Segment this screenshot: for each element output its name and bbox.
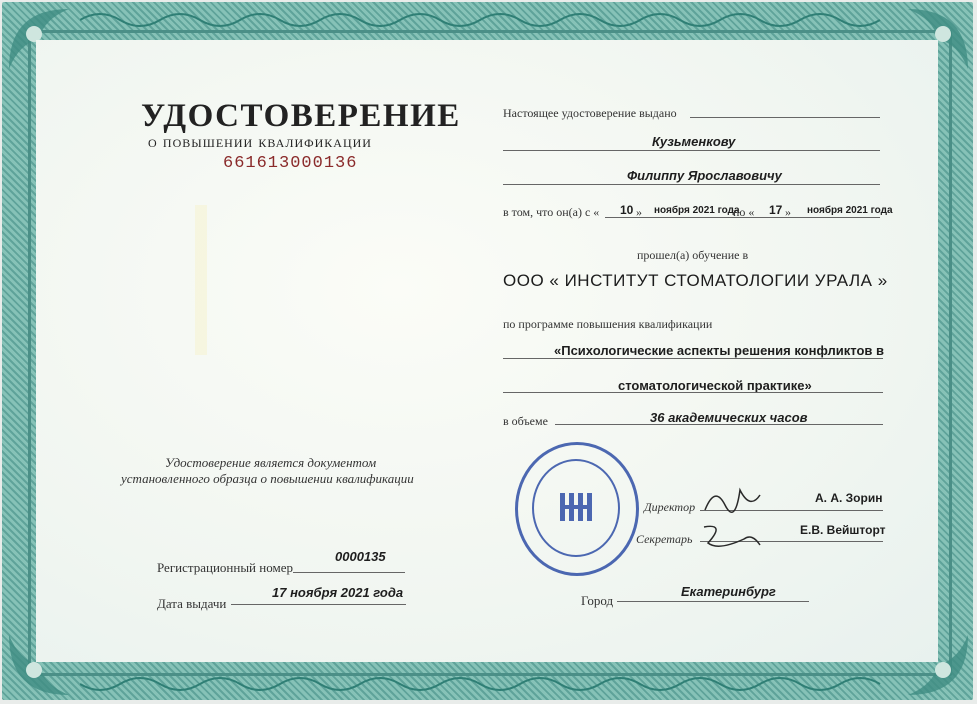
program-title-line-1: «Психологические аспекты решения конфликтов в — [554, 343, 885, 358]
top-ornament-icon — [80, 8, 895, 32]
institution-name: ООО « ИНСТИТУТ СТОМАТОЛОГИИ УРАЛА » — [503, 271, 888, 290]
recipient-name: Филиппу Ярославовичу — [627, 168, 782, 183]
program-line-1 — [503, 358, 883, 359]
trained-label: прошел(а) обучение в — [637, 248, 749, 262]
city-label: Город — [581, 593, 614, 608]
director-signature-icon — [700, 480, 770, 520]
director-name: А. А. Зорин — [815, 491, 883, 505]
certificate-subtitle: о повышении квалификации — [148, 132, 372, 151]
period-prefix: в том, что он(а) с « — [503, 205, 600, 219]
certificate-title: УДОСТОВЕРЕНИЕ — [141, 98, 461, 134]
registration-line — [293, 572, 405, 573]
program-label: по программе повышения квалификации — [503, 317, 713, 331]
period-line — [605, 217, 880, 218]
issue-date-label: Дата выдачи — [157, 596, 227, 611]
secretary-name: Е.В. Вейшторт — [800, 523, 886, 537]
bottom-ornament-icon — [80, 672, 895, 696]
day-from: 10 — [620, 203, 634, 217]
issued-label: Настоящее удостоверение выдано — [503, 106, 677, 120]
registration-value: 0000135 — [335, 549, 386, 564]
secretary-label: Секретарь — [636, 532, 693, 546]
period-to: по « — [733, 205, 755, 219]
issue-date-line — [231, 604, 406, 605]
note-line-1: Удостоверение является документом — [165, 455, 377, 470]
program-line-2 — [503, 392, 883, 393]
city-line — [617, 601, 809, 602]
watermark — [195, 205, 365, 355]
day-to: 17 — [769, 203, 783, 217]
director-label: Директор — [644, 500, 696, 514]
month-to: ноября 2021 года — [807, 205, 893, 216]
secretary-signature-icon — [696, 515, 766, 555]
month-from: ноября 2021 года — [654, 205, 740, 216]
program-title-line-2: стоматологической практике» — [618, 378, 812, 393]
volume-value: 36 академических часов — [650, 410, 808, 425]
quote-close-to: » — [785, 205, 791, 219]
city-value: Екатеринбург — [681, 584, 776, 599]
quote-close-from: » — [636, 205, 642, 219]
registration-label: Регистрационный номер — [157, 560, 293, 575]
issue-date-value: 17 ноября 2021 года — [272, 585, 404, 600]
note-line-2: установленного образца о повышении квалификации — [121, 471, 414, 486]
serial-number: 661613000136 — [223, 154, 358, 173]
surname-line — [503, 150, 880, 151]
volume-line — [555, 424, 883, 425]
stamp-logo-icon — [558, 487, 598, 527]
issued-line — [690, 117, 880, 118]
official-stamp — [515, 442, 639, 576]
volume-label: в объеме — [503, 414, 548, 428]
name-line — [503, 184, 880, 185]
recipient-surname: Кузьменкову — [652, 134, 736, 149]
